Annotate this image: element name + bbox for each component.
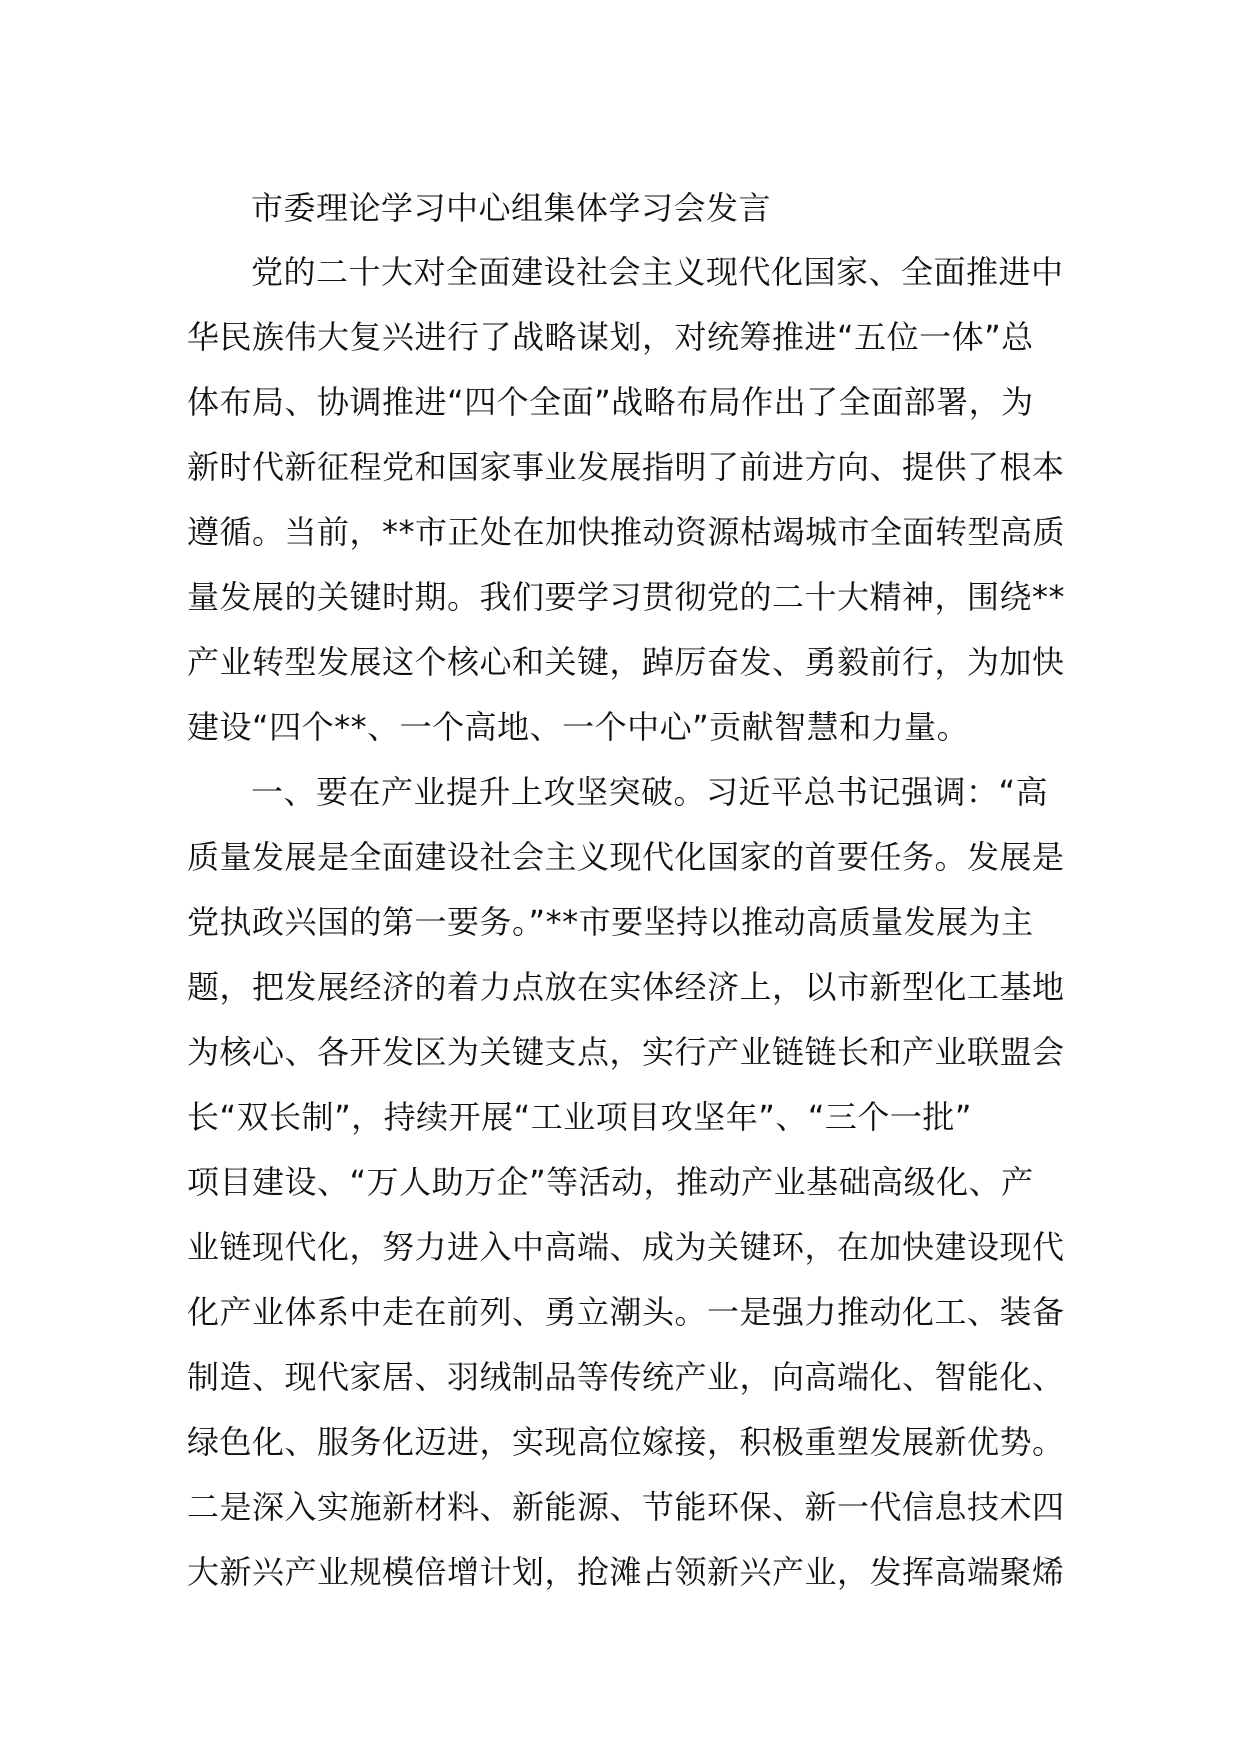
- text-line: 新时代新征程党和国家事业发展指明了前进方向、提供了根本: [187, 448, 1065, 486]
- text-line: 制造、现代家居、羽绒制品等传统产业，向高端化、智能化、: [187, 1358, 1065, 1396]
- paragraph-section-one: [187, 760, 1065, 1605]
- text-line: 为核心、各开发区为关键支点，实行产业链链长和产业联盟会: [187, 1033, 1065, 1071]
- text-line: 质量发展是全面建设社会主义现代化国家的首要任务。发展是: [187, 838, 1065, 876]
- text-line: 大新兴产业规模倍增计划，抢滩占领新兴产业，发挥高端聚烯: [187, 1553, 1065, 1591]
- text-line: 遵循。当前，**市正处在加快推动资源枯竭城市全面转型高质: [187, 513, 1066, 551]
- text-line: 绿色化、服务化迈进，实现高位嫁接，积极重塑发展新优势。: [187, 1423, 1065, 1461]
- text-line: 业链现代化，努力进入中高端、成为关键环，在加快建设现代: [187, 1228, 1065, 1266]
- text-line: 华民族伟大复兴进行了战略谋划，对统筹推进“五位一体”总: [187, 318, 1034, 356]
- text-line: 一、要在产业提升上攻坚突破。习近平总书记强调：“高: [251, 773, 1049, 811]
- text-line: 长“双长制”，持续开展“工业项目攻坚年”、“三个一批”: [187, 1098, 972, 1136]
- text-line: 建设“四个**、一个高地、一个中心”贡献智慧和力量。: [187, 708, 970, 746]
- text-line: 量发展的关键时期。我们要学习贯彻党的二十大精神，围绕**: [187, 578, 1066, 616]
- document-title: 市委理论学习中心组集体学习会发言: [251, 189, 772, 227]
- text-line: 体布局、协调推进“四个全面”战略布局作出了全面部署，为: [187, 383, 1034, 421]
- document-body: [187, 176, 1066, 1605]
- text-line: 党的二十大对全面建设社会主义现代化国家、全面推进中: [251, 253, 1064, 291]
- text-line: 产业转型发展这个核心和关键，踔厉奋发、勇毅前行，为加快: [187, 643, 1065, 681]
- text-line: 项目建设、“万人助万企”等活动，推动产业基础高级化、产: [187, 1163, 1034, 1201]
- text-line: 二是深入实施新材料、新能源、节能环保、新一代信息技术四: [187, 1488, 1065, 1526]
- text-line: 党执政兴国的第一要务。”**市要坚持以推动高质量发展为主: [187, 903, 1034, 941]
- text-line: 化产业体系中走在前列、勇立潮头。一是强力推动化工、装备: [187, 1293, 1065, 1331]
- text-line: 题，把发展经济的着力点放在实体经济上，以市新型化工基地: [187, 968, 1065, 1006]
- paragraph-intro: [187, 240, 1066, 760]
